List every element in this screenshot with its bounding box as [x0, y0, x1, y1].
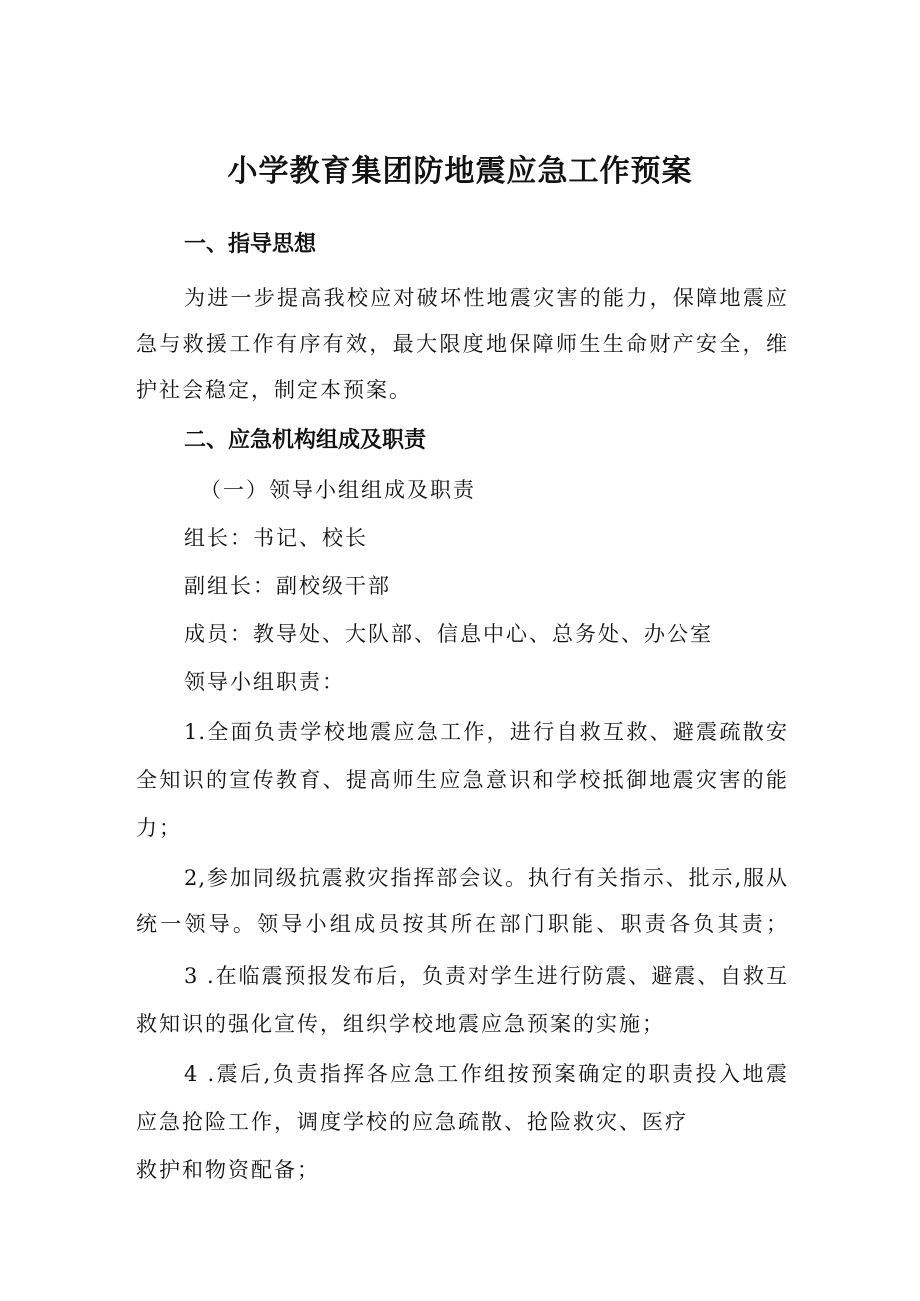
leader-line: 组长：书记、校长 [184, 526, 368, 550]
duty-item-4: 应急抢险工作，调度学校的应急疏散、抢险救灾、医疗 [136, 1110, 688, 1134]
duty-item-4: 4 .震后,负责指挥各应急工作组按预案确定的职责投入地震 [184, 1062, 788, 1086]
section-heading-organization: 二、应急机构组成及职责 [184, 428, 427, 453]
subsection-heading: （一）领导小组组成及职责 [200, 478, 476, 502]
duties-label: 领导小组职责： [184, 670, 345, 694]
paragraph-line: 护社会稳定，制定本预案。 [136, 378, 412, 402]
duty-item-2: 2,参加同级抗震救灾指挥部会议。执行有关指示、批示,服从 [184, 866, 788, 890]
document-title: 小学教育集团防地震应急工作预案 [227, 154, 693, 189]
duty-item-1: 力； [136, 816, 182, 840]
duty-item-2: 统一领导。领导小组成员按其所在部门职能、职责各负其责； [136, 912, 788, 936]
duty-item-1: 全知识的宣传教育、提高师生应急意识和学校抵御地震灾害的能 [136, 768, 788, 792]
duty-item-3: 3 .在临震预报发布后，负责对学生进行防震、避震、自救互 [184, 964, 788, 988]
section-heading-guiding-thought: 一、指导思想 [184, 232, 317, 257]
paragraph-line: 为进一步提高我校应对破坏性地震灾害的能力，保障地震应 [184, 286, 788, 310]
duty-item-1: 1.全面负责学校地震应急工作，进行自救互救、避震疏散安 [184, 720, 788, 744]
duty-item-4: 救护和物资配备； [136, 1158, 320, 1182]
members-line: 成员：教导处、大队部、信息中心、总务处、办公室 [184, 622, 713, 646]
duty-item-3: 救知识的强化宣传，组织学校地震应急预案的实施； [136, 1012, 665, 1036]
paragraph-line: 急与救援工作有序有效，最大限度地保障师生生命财产安全，维 [136, 332, 788, 356]
deputy-line: 副组长：副校级干部 [184, 574, 391, 598]
